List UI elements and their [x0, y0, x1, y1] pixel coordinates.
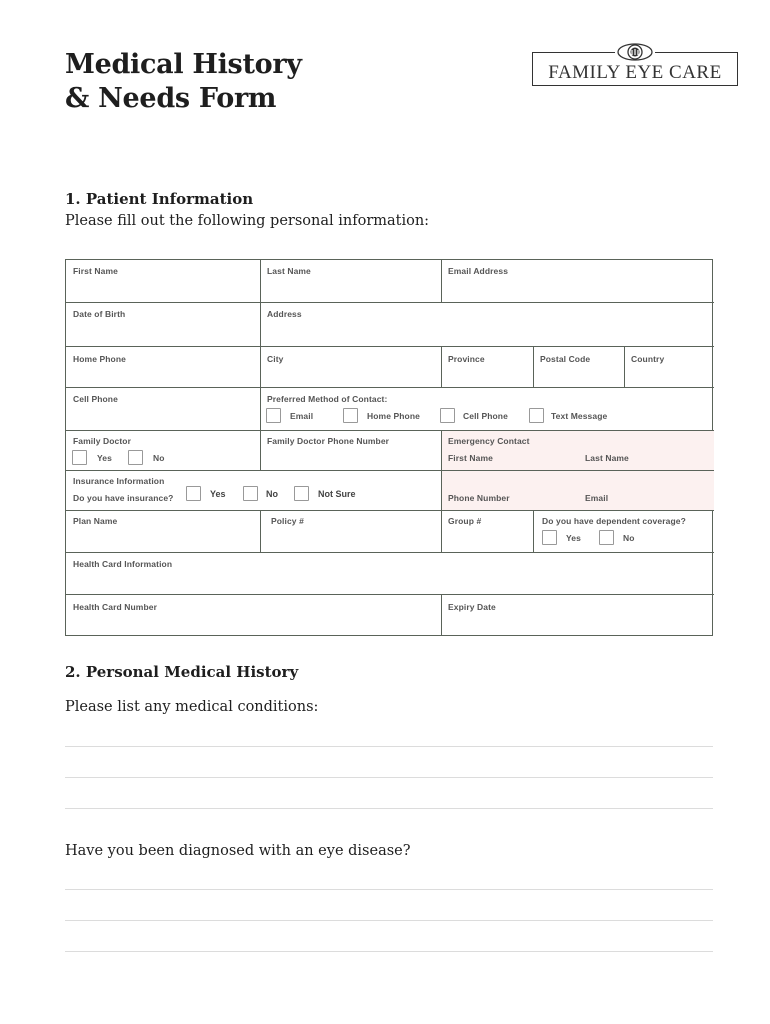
ec-last-name-label: Last Name	[585, 453, 629, 463]
policy-number-field[interactable]	[261, 511, 442, 553]
dependent-no-checkbox[interactable]	[599, 530, 614, 545]
preferred-contact-label: Preferred Method of Contact:	[267, 394, 388, 404]
email-address-field[interactable]	[442, 260, 714, 303]
eye-emblem-icon	[615, 42, 655, 62]
emergency-contact-name-field[interactable]	[442, 431, 714, 471]
group-number-label: Group #	[448, 516, 482, 526]
patient-information-table	[65, 259, 713, 636]
address-field[interactable]	[261, 303, 714, 347]
email-address-label: Email Address	[448, 266, 509, 276]
expiry-date-label: Expiry Date	[448, 602, 496, 612]
eye-disease-line-3[interactable]	[65, 951, 713, 952]
insurance-information-label: Insurance Information	[73, 476, 165, 486]
dependent-yes-label: Yes	[566, 533, 581, 543]
plan-name-label: Plan Name	[73, 516, 118, 526]
home-phone-field[interactable]	[66, 347, 261, 388]
ec-email-label: Email	[585, 493, 609, 503]
text-message-checkbox[interactable]	[529, 408, 544, 423]
insurance-not-sure-label: Not Sure	[318, 489, 356, 499]
section-2-heading: 2. Personal Medical History	[65, 663, 299, 681]
eye-disease-question: Have you been diagnosed with an eye disease?	[65, 843, 411, 859]
medical-conditions-question: Please list any medical conditions:	[65, 699, 319, 715]
have-insurance-question: Do you have insurance?	[73, 493, 174, 503]
email-checkbox[interactable]	[266, 408, 281, 423]
section-1-subheading: Please fill out the following personal information:	[65, 213, 430, 229]
text-message-option-label: Text Message	[551, 411, 608, 421]
family-eye-care-logo	[532, 42, 738, 86]
postal-code-field[interactable]	[534, 347, 625, 388]
country-field[interactable]	[625, 347, 714, 388]
family-doctor-yes-checkbox[interactable]	[72, 450, 87, 465]
health-card-information-row	[66, 553, 714, 595]
cell-phone-label: Cell Phone	[73, 394, 118, 404]
medical-conditions-line-1[interactable]	[65, 746, 713, 747]
family-doctor-label: Family Doctor	[73, 436, 131, 446]
insurance-information-field	[66, 471, 442, 511]
last-name-field[interactable]	[261, 260, 442, 303]
eye-disease-line-2[interactable]	[65, 920, 713, 921]
insurance-no-checkbox[interactable]	[243, 486, 258, 501]
form-title	[65, 48, 302, 116]
health-card-number-label: Health Card Number	[73, 602, 157, 612]
family-doctor-field	[66, 431, 261, 471]
address-label: Address	[267, 309, 302, 319]
medical-conditions-line-2[interactable]	[65, 777, 713, 778]
postal-code-label: Postal Code	[540, 354, 591, 364]
dependent-coverage-label: Do you have dependent coverage?	[542, 516, 686, 526]
plan-name-field[interactable]	[66, 511, 261, 553]
city-field[interactable]	[261, 347, 442, 388]
date-of-birth-field[interactable]	[66, 303, 261, 347]
health-card-information-label: Health Card Information	[73, 559, 173, 569]
expiry-date-field[interactable]	[442, 595, 714, 635]
medical-conditions-line-3[interactable]	[65, 808, 713, 809]
province-label: Province	[448, 354, 485, 364]
ec-first-name-label: First Name	[448, 453, 493, 463]
cell-phone-field[interactable]	[66, 388, 261, 431]
country-label: Country	[631, 354, 665, 364]
cell-phone-checkbox[interactable]	[440, 408, 455, 423]
family-doctor-yes-label: Yes	[97, 453, 112, 463]
preferred-contact-group	[261, 388, 714, 431]
home-phone-checkbox[interactable]	[343, 408, 358, 423]
emergency-contact-phone-field[interactable]	[442, 471, 714, 511]
cell-phone-option-label: Cell Phone	[463, 411, 508, 421]
home-phone-option-label: Home Phone	[367, 411, 420, 421]
family-doctor-phone-label: Family Doctor Phone Number	[267, 436, 390, 446]
insurance-not-sure-checkbox[interactable]	[294, 486, 309, 501]
eye-disease-line-1[interactable]	[65, 889, 713, 890]
family-doctor-phone-field[interactable]	[261, 431, 442, 471]
date-of-birth-label: Date of Birth	[73, 309, 126, 319]
title-line-1: Medical History	[65, 49, 302, 80]
ec-phone-number-label: Phone Number	[448, 493, 510, 503]
dependent-yes-checkbox[interactable]	[542, 530, 557, 545]
group-number-field[interactable]	[442, 511, 534, 553]
title-line-2: & Needs Form	[65, 83, 277, 114]
city-label: City	[267, 354, 284, 364]
first-name-field[interactable]	[66, 260, 261, 303]
emergency-contact-label: Emergency Contact	[448, 436, 530, 446]
last-name-label: Last Name	[267, 266, 311, 276]
province-field[interactable]	[442, 347, 534, 388]
policy-number-label: Policy #	[271, 516, 304, 526]
dependent-coverage-field	[534, 511, 714, 553]
insurance-no-label: No	[266, 489, 278, 499]
logo-text: FAMILY EYE CARE	[548, 62, 722, 83]
section-1-heading: 1. Patient Information	[65, 190, 254, 208]
family-doctor-no-label: No	[153, 453, 165, 463]
dependent-no-label: No	[623, 533, 635, 543]
health-card-number-field[interactable]	[66, 595, 442, 635]
family-doctor-no-checkbox[interactable]	[128, 450, 143, 465]
insurance-yes-label: Yes	[210, 489, 226, 499]
email-option-label: Email	[290, 411, 314, 421]
first-name-label: First Name	[73, 266, 118, 276]
insurance-yes-checkbox[interactable]	[186, 486, 201, 501]
home-phone-label: Home Phone	[73, 354, 126, 364]
